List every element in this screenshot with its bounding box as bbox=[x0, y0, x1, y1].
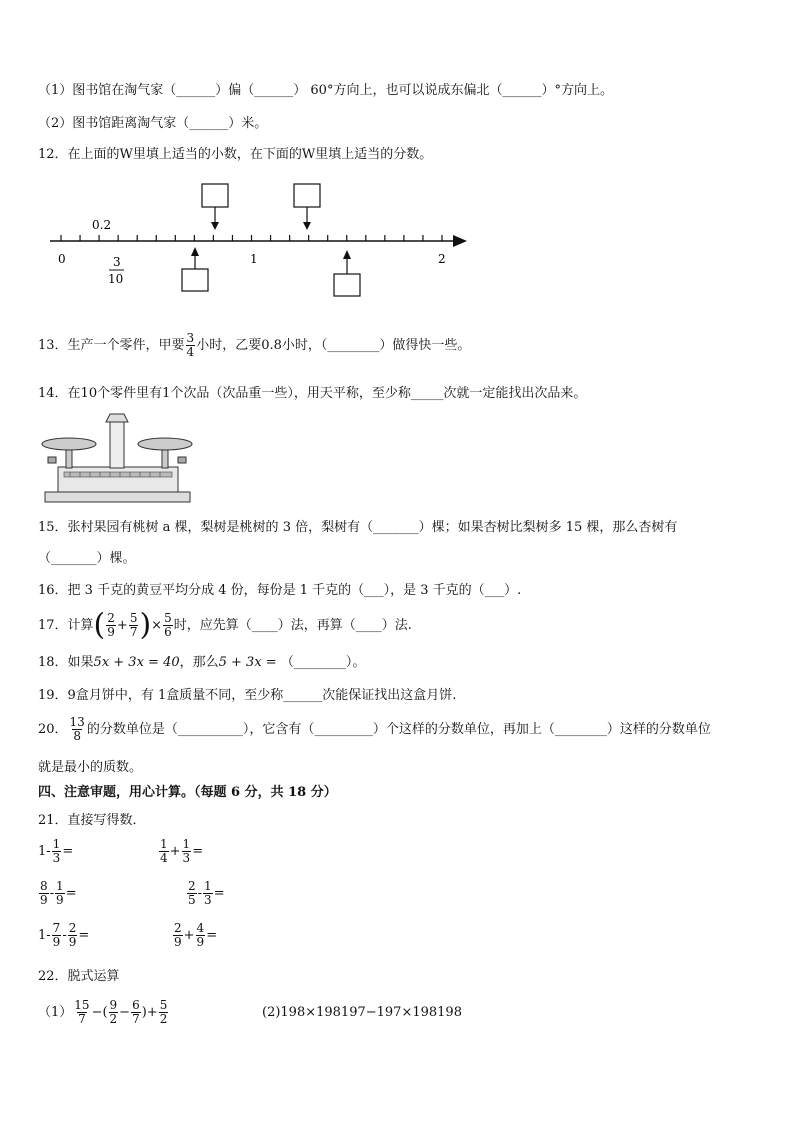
q22-title: 22．脱式运算 bbox=[38, 969, 120, 984]
upper-box-2[interactable] bbox=[294, 184, 320, 207]
q17-text-b: 时，应先算（____）法，再算（____）法. bbox=[173, 618, 412, 633]
lower-box-1[interactable] bbox=[182, 269, 208, 291]
number-line-ticks bbox=[61, 235, 442, 241]
q18: 18．如果5x + 3x = 40，那么5 + 3x = （________）。 bbox=[38, 655, 366, 670]
balance-scale-image bbox=[40, 412, 195, 504]
label-0: 0 bbox=[58, 252, 66, 266]
lower-box-2[interactable] bbox=[334, 274, 360, 296]
q21-item-1: 1- $\frac{1}{3}$ = bbox=[38, 837, 74, 865]
q17: 17．计算( $\frac{2}{9}$ + $\frac{5}{7}$ )× $\frac{5}{6}$ 时，应先算（____）法，再算（____）法. bbox=[38, 607, 412, 643]
section-4-title: 四、注意审题，用心计算。（每题 6 分，共 18 分） bbox=[38, 785, 337, 800]
q19-text: 19．9盒月饼中，有 1盒质量不同，至少称______次能保证找出这盒月饼. bbox=[38, 688, 457, 703]
q21-title: 21．直接写得数． bbox=[38, 813, 146, 828]
q21-item-2: $\frac{1}{4}$ + $\frac{1}{3}$ = bbox=[160, 837, 204, 865]
q13-text-a: 13．生产一个零件，甲要 bbox=[38, 338, 185, 353]
q20-line2: 就是最小的质数。 bbox=[38, 760, 143, 775]
q11-line2: （2）图书馆距离淘气家（______）米。 bbox=[38, 116, 268, 131]
q14-text: 14．在10个零件里有1个次品（次品重一些），用天平称，至少称_____次就一定能找出次品来。 bbox=[38, 386, 587, 401]
q12-text: 12．在上面的W里填上适当的小数，在下面的W里填上适当的分数。 bbox=[38, 147, 433, 162]
upper-box-1[interactable] bbox=[202, 184, 228, 207]
down-arrow-icon bbox=[211, 222, 219, 230]
number-line-arrow-icon bbox=[453, 235, 467, 247]
q21-item-3: $\frac{8}{9}$ - $\frac{1}{9}$ = bbox=[40, 879, 77, 907]
q11-line1: （1）图书馆在淘气家（______）偏（______） 60°方向上，也可以说成东偏北（______）°方向上。 bbox=[38, 83, 613, 98]
q13-fraction: $\frac{3}{4}$ bbox=[186, 331, 195, 359]
q21-item-6: $\frac{2}{9}$ + $\frac{4}{9}$ = bbox=[174, 921, 218, 949]
down-arrow-icon bbox=[303, 222, 311, 230]
q15-line1: 15．张村果园有桃树 a 棵，梨树是桃树的 3 倍，梨树有（_______）棵；如果杏树比梨树多 15 棵，那么杏树有 bbox=[38, 520, 678, 535]
q20-fraction: $\frac{13}{8}$ bbox=[69, 715, 85, 743]
label-frac-num: 3 bbox=[113, 255, 121, 269]
q13 bbox=[38, 332, 470, 359]
q22-problem-2: (2)198×198197−197×198198 bbox=[262, 1005, 462, 1020]
q13-text-b: 小时，乙要0.8小时，（________）做得快一些。 bbox=[196, 338, 471, 353]
label-frac-den: 10 bbox=[108, 272, 124, 286]
q20-line1: 20． $\frac{13}{8}$ 的分数单位是（__________），它含有（_________）个这样的分数单位，再加上（________）这样的分数单位 bbox=[38, 715, 711, 743]
q18-equation: 5x + 3x = 40 bbox=[93, 655, 180, 670]
q17-text-a: 17．计算 bbox=[38, 618, 94, 633]
label-0-2: 0.2 bbox=[92, 218, 112, 232]
label-2: 2 bbox=[438, 252, 446, 266]
number-line-figure bbox=[40, 178, 480, 303]
q16-text: 16．把 3 千克的黄豆平均分成 4 份，每份是 1 千克的（___），是 3 千克的（___）. bbox=[38, 583, 522, 598]
q15-line2: （_______）棵。 bbox=[38, 551, 136, 566]
q22-problem-1: （1） $\frac{15}{7}$ −( $\frac{9}{2}$ − $\frac{6}{7}$ )+ $\frac{5}{2}$ bbox=[38, 998, 168, 1026]
label-1: 1 bbox=[250, 252, 258, 266]
q21-item-4: $\frac{2}{5}$ - $\frac{1}{3}$ = bbox=[188, 879, 225, 907]
q21-item-5: 1- $\frac{7}{9}$ - $\frac{2}{9}$ = bbox=[38, 921, 90, 949]
